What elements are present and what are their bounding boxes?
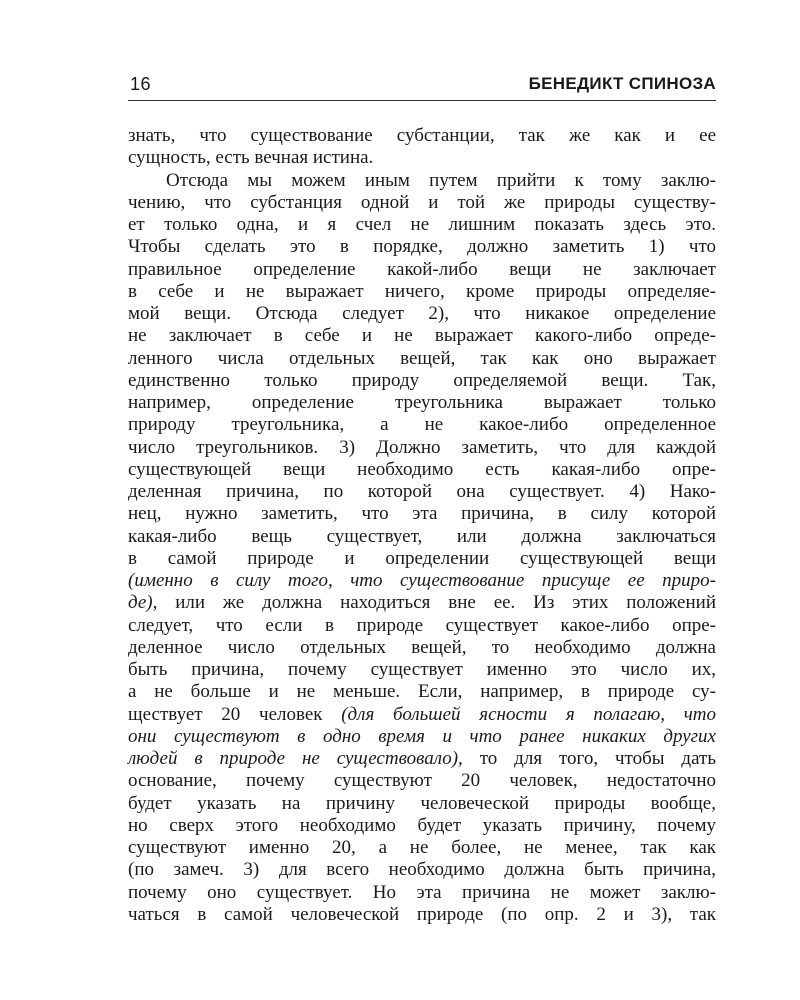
line-text: например, определение треугольника выражает только <box>128 392 716 413</box>
text-line <box>128 526 716 548</box>
text-line <box>128 214 716 236</box>
text-line <box>128 303 716 325</box>
page-number: 16 <box>130 74 152 94</box>
line-text: число треугольников. 3) Должно заметить, что для каждой <box>128 436 716 458</box>
line-text: основание, почему существуют 20 человек, недостаточно <box>128 770 716 792</box>
text-line <box>128 726 716 748</box>
line-text: чению, что субстанция одной и той же природы существу- <box>128 191 716 213</box>
line-text: природу треугольника, а не какое-либо определенное <box>128 414 716 436</box>
line-text: а не больше и не меньше. Если, например, в природе су- <box>128 681 716 703</box>
line-text: Отсюда мы можем иным путем прийти к тому заклю- <box>166 169 716 191</box>
italic-text: людей в природе не существовало), <box>128 748 463 769</box>
header-rule <box>128 100 716 101</box>
text-line <box>128 325 716 347</box>
text-line <box>128 748 716 770</box>
text-line <box>128 815 716 837</box>
line-text: будет указать на причину человеческой природы вообще, <box>128 792 716 814</box>
running-header <box>128 74 716 100</box>
text-line <box>128 882 716 904</box>
text-line <box>128 548 716 570</box>
line-text: ет только одна, и я счел не лишним показать здесь это. <box>128 214 716 235</box>
text-line <box>128 793 716 815</box>
text-line <box>128 837 716 859</box>
line-text: единственно только природу определяемой вещи. Так, <box>128 369 716 391</box>
line-text: правильное определение какой-либо вещи не заключает <box>128 258 716 280</box>
text-line <box>128 459 716 481</box>
italic-text: они существуют в одно время и что ранее никаких других <box>128 725 716 747</box>
line-text: , или же должна находиться вне ее. Из этих положений <box>152 592 716 614</box>
book-page <box>128 74 717 925</box>
line-text: в самой природе и определении существующей вещи <box>128 547 716 569</box>
text-line <box>128 414 716 436</box>
italic-text: (именно в силу того, что существование присуще ее приро- <box>128 570 716 591</box>
text-line <box>128 681 716 703</box>
line-text: деленное число отдельных вещей, то необходимо должна <box>128 636 716 658</box>
line-text: знать, что существование субстанции, так же как и ее <box>128 125 716 146</box>
text-line <box>128 170 716 192</box>
line-text: какая-либо вещь существует, или должна заключаться <box>128 525 716 547</box>
line-text: ленного числа отдельных вещей, так как оно выражает <box>128 347 716 369</box>
line-text: чаться в самой человеческой природе (по опр. 2 и 3), так <box>128 903 716 925</box>
text-line <box>128 770 716 792</box>
line-text: быть причина, почему существует именно это число их, <box>128 659 716 680</box>
line-text: в себе и не выражает ничего, кроме природы определяе- <box>128 280 716 302</box>
italic-text: (для большей ясности я полагаю, что <box>341 703 716 725</box>
text-line <box>128 859 716 881</box>
text-line <box>128 704 716 726</box>
body-text <box>128 125 716 926</box>
text-line <box>128 637 716 659</box>
text-line <box>128 437 716 459</box>
italic-text: де) <box>128 592 153 614</box>
line-text: деленная причина, по которой она существует. 4) Нако- <box>128 481 716 502</box>
text-line <box>128 659 716 681</box>
text-line <box>128 592 716 614</box>
running-title: БЕНЕДИКТ СПИНОЗА <box>528 74 716 93</box>
line-text: нец, нужно заметить, что эта причина, в силу которой <box>128 503 716 525</box>
text-line <box>128 570 716 592</box>
text-line <box>128 503 716 525</box>
line-text: существуют именно 20, а не более, не менее, так как <box>128 837 716 858</box>
text-line <box>128 904 716 926</box>
text-line <box>128 281 716 303</box>
text-line <box>128 192 716 214</box>
line-text: почему оно существует. Но эта причина не может заклю- <box>128 881 716 903</box>
line-text: Чтобы сделать это в порядке, должно заметить 1) что <box>128 236 716 258</box>
line-text: следует, что если в природе существует какое-либо опре- <box>128 614 716 636</box>
text-line <box>128 147 716 169</box>
text-line <box>128 392 716 414</box>
line-text: то для того, чтобы дать <box>462 748 717 769</box>
line-text: (по замеч. 3) для всего необходимо должна быть причина, <box>128 859 716 881</box>
line-text: мой вещи. Отсюда следует 2), что никакое определение <box>128 303 716 324</box>
text-line <box>128 615 716 637</box>
line-text: ществует 20 человек <box>128 703 342 725</box>
text-line <box>128 348 716 370</box>
text-line <box>128 125 716 147</box>
line-text: сущность, есть вечная истина. <box>128 147 374 169</box>
line-text: существующей вещи необходимо есть какая-либо опре- <box>128 458 716 480</box>
line-text: не заключает в себе и не выражает какого-либо опреде- <box>128 325 716 347</box>
text-line <box>128 370 716 392</box>
text-line <box>128 259 716 281</box>
line-text: но сверх этого необходимо будет указать причину, почему <box>128 814 716 836</box>
text-line <box>128 236 716 258</box>
text-line <box>128 481 716 503</box>
